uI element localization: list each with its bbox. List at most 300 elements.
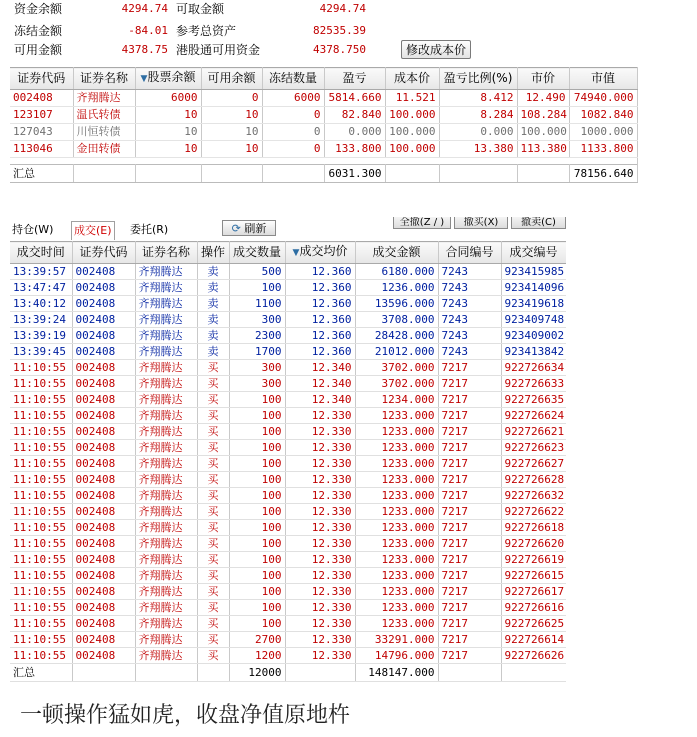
holdings-cell-pnl-pct: 13.380 xyxy=(439,141,517,158)
tab-orders[interactable]: 委托(R) xyxy=(130,223,169,236)
available-value: 4378.75 xyxy=(121,43,168,56)
holdings-cell-frozen: 6000 xyxy=(262,90,324,107)
trade-cell-contract: 7243 xyxy=(438,264,501,280)
trade-cell-qty: 300 xyxy=(229,360,285,376)
trade-cell-amount: 1234.000 xyxy=(355,392,438,408)
ref-assets-label: 参考总资产 xyxy=(176,24,237,38)
trade-cell-code: 002408 xyxy=(72,264,135,280)
trade-cell-deal: 922726633 xyxy=(501,376,566,392)
holdings-cell-available: 10 xyxy=(201,124,262,141)
trade-cell-qty: 1200 xyxy=(229,648,285,664)
account-summary xyxy=(0,0,636,66)
trade-cell-name: 齐翔腾达 xyxy=(135,344,197,360)
trade-cell-price: 12.330 xyxy=(285,408,355,424)
holdings-total-pnl: 6031.300 xyxy=(324,165,385,183)
holdings-row[interactable] xyxy=(10,90,637,107)
trade-cell-code: 002408 xyxy=(72,600,135,616)
holdings-total-value: 78156.640 xyxy=(569,165,637,183)
trade-cell-qty: 100 xyxy=(229,616,285,632)
trade-cell-deal: 923413842 xyxy=(501,344,566,360)
fund-balance-value: 4294.74 xyxy=(121,2,168,15)
holdings-cell-pnl: 82.840 xyxy=(324,107,385,124)
holdings-cell-cost: 100.000 xyxy=(385,141,439,158)
trade-cell-deal: 922726620 xyxy=(501,536,566,552)
trade-cell-contract: 7217 xyxy=(438,520,501,536)
trade-cell-contract: 7243 xyxy=(438,328,501,344)
holdings-row[interactable] xyxy=(10,107,637,124)
trade-cell-amount: 1233.000 xyxy=(355,472,438,488)
trade-cell-name: 齐翔腾达 xyxy=(135,264,197,280)
trade-cell-deal: 922726619 xyxy=(501,552,566,568)
holdings-header-row xyxy=(10,68,637,90)
trade-cell-op: 买 xyxy=(197,456,229,472)
trade-cell-name: 齐翔腾达 xyxy=(135,584,197,600)
trade-cell-price: 12.330 xyxy=(285,472,355,488)
trade-cell-op: 买 xyxy=(197,552,229,568)
frozen-value: -84.01 xyxy=(128,24,168,37)
trade-row[interactable] xyxy=(10,472,566,488)
holdings-cell-code: 123107 xyxy=(10,107,73,124)
trade-cell-qty: 100 xyxy=(229,584,285,600)
trade-cell-amount: 1233.000 xyxy=(355,456,438,472)
trade-cell-deal: 922726617 xyxy=(501,584,566,600)
holdings-row[interactable] xyxy=(10,141,637,158)
trade-cell-contract: 7217 xyxy=(438,376,501,392)
fund-balance-label: 资金余额 xyxy=(14,2,63,16)
trade-row[interactable] xyxy=(10,600,566,616)
trade-cell-op: 买 xyxy=(197,376,229,392)
trade-row[interactable] xyxy=(10,280,566,296)
trade-cell-name: 齐翔腾达 xyxy=(135,472,197,488)
withdrawable-value: 4294.74 xyxy=(319,2,366,15)
trade-cell-time: 11:10:55 xyxy=(10,584,72,600)
trade-cell-code: 002408 xyxy=(72,632,135,648)
trade-cell-amount: 1236.000 xyxy=(355,280,438,296)
trade-cell-time: 11:10:55 xyxy=(10,408,72,424)
trade-cell-price: 12.330 xyxy=(285,488,355,504)
trade-cell-op: 卖 xyxy=(197,280,229,296)
trade-cell-amount: 3702.000 xyxy=(355,376,438,392)
trade-row[interactable] xyxy=(10,296,566,312)
col-header-code[interactable]: 证券代码 xyxy=(10,68,73,90)
trades-header-row xyxy=(10,242,566,264)
holdings-cell-pnl: 133.800 xyxy=(324,141,385,158)
holdings-table xyxy=(10,67,638,183)
trade-cell-deal: 922726632 xyxy=(501,488,566,504)
trade-cell-amount: 1233.000 xyxy=(355,424,438,440)
holdings-cell-balance: 10 xyxy=(135,124,201,141)
summary-row-3 xyxy=(0,41,470,59)
modify-cost-button[interactable]: 修改成本价 xyxy=(401,40,471,59)
tab-holdings[interactable]: 持仓(W) xyxy=(12,223,54,236)
trade-cell-code: 002408 xyxy=(72,488,135,504)
holdings-cell-pnl: 5814.660 xyxy=(324,90,385,107)
trade-cell-deal: 922726625 xyxy=(501,616,566,632)
trade-cell-name: 齐翔腾达 xyxy=(135,392,197,408)
trade-cell-op: 买 xyxy=(197,472,229,488)
trade-cell-contract: 7217 xyxy=(438,568,501,584)
holdings-cell-name: 川恒转债 xyxy=(73,124,135,141)
trade-cell-qty: 300 xyxy=(229,376,285,392)
holdings-panel xyxy=(0,0,636,188)
col-header-trade-code[interactable]: 证券代码 xyxy=(72,242,135,264)
trade-cell-op: 卖 xyxy=(197,328,229,344)
holdings-cell-available: 10 xyxy=(201,141,262,158)
trade-cell-price: 12.330 xyxy=(285,584,355,600)
holdings-cell-value: 1133.800 xyxy=(569,141,637,158)
holdings-cell-price: 100.000 xyxy=(517,124,569,141)
col-header-value[interactable]: 市值 xyxy=(569,68,637,90)
trade-cell-price: 12.330 xyxy=(285,456,355,472)
holdings-cell-price: 12.490 xyxy=(517,90,569,107)
trades-panel xyxy=(10,217,566,684)
trades-total-row xyxy=(10,664,566,682)
trade-cell-time: 11:10:55 xyxy=(10,376,72,392)
trade-cell-amount: 1233.000 xyxy=(355,600,438,616)
trade-cell-deal: 922726626 xyxy=(501,648,566,664)
trade-cell-time: 11:10:55 xyxy=(10,424,72,440)
col-header-pnl-pct[interactable]: 盈亏比例(%) xyxy=(439,68,517,90)
trade-cell-deal: 922726635 xyxy=(501,392,566,408)
trade-cell-name: 齐翔腾达 xyxy=(135,312,197,328)
col-header-balance[interactable] xyxy=(135,68,201,90)
trades-table xyxy=(10,241,566,682)
trades-total-qty: 12000 xyxy=(229,664,285,682)
trade-cell-deal: 923415985 xyxy=(501,264,566,280)
trade-cell-amount: 3708.000 xyxy=(355,312,438,328)
trade-row[interactable] xyxy=(10,344,566,360)
trade-cell-time: 11:10:55 xyxy=(10,568,72,584)
col-header-time[interactable]: 成交时间 xyxy=(10,242,72,264)
trade-cell-contract: 7217 xyxy=(438,456,501,472)
trade-cell-time: 13:47:47 xyxy=(10,280,72,296)
col-header-cost[interactable]: 成本价 xyxy=(385,68,439,90)
trade-cell-name: 齐翔腾达 xyxy=(135,504,197,520)
col-header-avg-price[interactable] xyxy=(285,242,355,264)
trade-cell-code: 002408 xyxy=(72,520,135,536)
trade-cell-time: 11:10:55 xyxy=(10,600,72,616)
trade-cell-deal: 923409002 xyxy=(501,328,566,344)
trade-cell-name: 齐翔腾达 xyxy=(135,376,197,392)
trade-cell-qty: 100 xyxy=(229,408,285,424)
trade-cell-amount: 14796.000 xyxy=(355,648,438,664)
trade-cell-deal: 922726616 xyxy=(501,600,566,616)
trade-cell-price: 12.360 xyxy=(285,312,355,328)
holdings-cell-value: 1000.000 xyxy=(569,124,637,141)
trade-cell-price: 12.330 xyxy=(285,616,355,632)
col-header-price[interactable]: 市价 xyxy=(517,68,569,90)
holdings-cell-name: 金田转债 xyxy=(73,141,135,158)
holdings-cell-code: 127043 xyxy=(10,124,73,141)
trade-cell-op: 买 xyxy=(197,424,229,440)
trade-cell-amount: 1233.000 xyxy=(355,568,438,584)
trade-cell-deal: 922726624 xyxy=(501,408,566,424)
tab-bar xyxy=(10,217,566,241)
holdings-cell-pnl-pct: 8.284 xyxy=(439,107,517,124)
trade-cell-name: 齐翔腾达 xyxy=(135,456,197,472)
trade-cell-qty: 100 xyxy=(229,472,285,488)
sort-desc-icon: ▼ xyxy=(292,248,300,258)
trade-cell-contract: 7217 xyxy=(438,360,501,376)
trade-cell-time: 11:10:55 xyxy=(10,648,72,664)
trade-cell-qty: 2300 xyxy=(229,328,285,344)
trade-cell-qty: 100 xyxy=(229,568,285,584)
col-header-contract[interactable]: 合同编号 xyxy=(438,242,501,264)
trade-row[interactable] xyxy=(10,504,566,520)
trade-cell-contract: 7217 xyxy=(438,552,501,568)
trade-cell-op: 买 xyxy=(197,536,229,552)
trade-row[interactable] xyxy=(10,520,566,536)
trade-cell-name: 齐翔腾达 xyxy=(135,632,197,648)
holdings-cell-name: 齐翔腾达 xyxy=(73,90,135,107)
trade-cell-time: 13:39:24 xyxy=(10,312,72,328)
holdings-cell-available: 0 xyxy=(201,90,262,107)
col-header-balance-label: 股票余额 xyxy=(147,70,196,84)
trade-row[interactable] xyxy=(10,360,566,376)
trade-row[interactable] xyxy=(10,328,566,344)
trade-row[interactable] xyxy=(10,440,566,456)
trade-cell-name: 齐翔腾达 xyxy=(135,600,197,616)
trade-cell-amount: 21012.000 xyxy=(355,344,438,360)
trade-cell-op: 买 xyxy=(197,600,229,616)
trade-cell-amount: 3702.000 xyxy=(355,360,438,376)
trade-row[interactable] xyxy=(10,264,566,280)
trade-cell-amount: 1233.000 xyxy=(355,504,438,520)
trade-cell-contract: 7217 xyxy=(438,440,501,456)
available-label: 可用金额 xyxy=(14,43,63,57)
trade-row[interactable] xyxy=(10,552,566,568)
trade-cell-op: 买 xyxy=(197,440,229,456)
holdings-cell-available: 10 xyxy=(201,107,262,124)
trade-cell-deal: 922726623 xyxy=(501,440,566,456)
holdings-cell-value: 1082.840 xyxy=(569,107,637,124)
trade-cell-time: 11:10:55 xyxy=(10,472,72,488)
trade-cell-price: 12.340 xyxy=(285,392,355,408)
trade-cell-code: 002408 xyxy=(72,280,135,296)
trade-cell-code: 002408 xyxy=(72,328,135,344)
trade-cell-contract: 7243 xyxy=(438,296,501,312)
trade-cell-price: 12.360 xyxy=(285,264,355,280)
trade-cell-amount: 13596.000 xyxy=(355,296,438,312)
trade-cell-time: 13:40:12 xyxy=(10,296,72,312)
trade-cell-contract: 7217 xyxy=(438,600,501,616)
holdings-cell-frozen: 0 xyxy=(262,124,324,141)
col-header-deal[interactable]: 成交编号 xyxy=(501,242,566,264)
trade-cell-op: 买 xyxy=(197,360,229,376)
trade-row[interactable] xyxy=(10,456,566,472)
frozen-label: 冻结金额 xyxy=(14,24,63,38)
trade-cell-contract: 7217 xyxy=(438,616,501,632)
trade-cell-price: 12.360 xyxy=(285,280,355,296)
cancel-all-button[interactable]: 全撤(Z / ) xyxy=(393,217,451,229)
trade-cell-contract: 7217 xyxy=(438,536,501,552)
trade-cell-name: 齐翔腾达 xyxy=(135,360,197,376)
trade-cell-op: 买 xyxy=(197,520,229,536)
trade-cell-time: 13:39:19 xyxy=(10,328,72,344)
trade-cell-code: 002408 xyxy=(72,472,135,488)
trade-cell-price: 12.340 xyxy=(285,360,355,376)
trade-cell-deal: 922726634 xyxy=(501,360,566,376)
trade-row[interactable] xyxy=(10,648,566,664)
trade-cell-op: 买 xyxy=(197,568,229,584)
trade-cell-contract: 7243 xyxy=(438,344,501,360)
trade-cell-time: 11:10:55 xyxy=(10,552,72,568)
trade-cell-code: 002408 xyxy=(72,616,135,632)
trade-row[interactable] xyxy=(10,568,566,584)
trade-cell-price: 12.360 xyxy=(285,296,355,312)
trade-cell-op: 买 xyxy=(197,616,229,632)
col-header-available[interactable]: 可用余额 xyxy=(201,68,262,90)
holdings-cell-name: 温氏转债 xyxy=(73,107,135,124)
trade-cell-name: 齐翔腾达 xyxy=(135,488,197,504)
cancel-buy-button[interactable]: 撤买(X) xyxy=(454,217,508,229)
trade-row[interactable] xyxy=(10,424,566,440)
trades-total-amount: 148147.000 xyxy=(355,664,438,682)
trade-cell-op: 买 xyxy=(197,488,229,504)
trade-row[interactable] xyxy=(10,376,566,392)
trade-cell-time: 11:10:55 xyxy=(10,392,72,408)
trade-cell-qty: 100 xyxy=(229,424,285,440)
trade-cell-code: 002408 xyxy=(72,392,135,408)
trade-cell-contract: 7217 xyxy=(438,488,501,504)
holdings-cell-price: 113.380 xyxy=(517,141,569,158)
trade-cell-code: 002408 xyxy=(72,584,135,600)
trade-cell-code: 002408 xyxy=(72,424,135,440)
trade-cell-code: 002408 xyxy=(72,440,135,456)
trade-cell-price: 12.330 xyxy=(285,536,355,552)
trade-cell-amount: 1233.000 xyxy=(355,536,438,552)
trade-cell-name: 齐翔腾达 xyxy=(135,328,197,344)
trade-cell-amount: 1233.000 xyxy=(355,584,438,600)
trade-cell-amount: 1233.000 xyxy=(355,408,438,424)
trade-cell-name: 齐翔腾达 xyxy=(135,408,197,424)
trade-row[interactable] xyxy=(10,408,566,424)
trade-cell-amount: 33291.000 xyxy=(355,632,438,648)
trade-cell-qty: 100 xyxy=(229,280,285,296)
trade-cell-deal: 922726622 xyxy=(501,504,566,520)
trade-cell-contract: 7217 xyxy=(438,424,501,440)
trade-cell-time: 11:10:55 xyxy=(10,632,72,648)
caption-text: 一顿操作猛如虎，收盘净值原地杵 xyxy=(20,703,351,728)
trade-cell-code: 002408 xyxy=(72,648,135,664)
col-header-frozen[interactable]: 冻结数量 xyxy=(262,68,324,90)
trades-total-label: 汇总 xyxy=(10,664,72,682)
trade-cell-contract: 7217 xyxy=(438,632,501,648)
trade-cell-code: 002408 xyxy=(72,296,135,312)
trade-cell-price: 12.330 xyxy=(285,424,355,440)
trade-cell-price: 12.330 xyxy=(285,632,355,648)
trade-cell-price: 12.330 xyxy=(285,440,355,456)
col-header-name[interactable]: 证券名称 xyxy=(73,68,135,90)
col-header-pnl[interactable]: 盈亏 xyxy=(324,68,385,90)
trade-cell-contract: 7243 xyxy=(438,280,501,296)
trade-cell-deal: 922726615 xyxy=(501,568,566,584)
holdings-cell-balance: 10 xyxy=(135,107,201,124)
sort-desc-icon: ▼ xyxy=(140,74,148,84)
trade-cell-deal: 923414096 xyxy=(501,280,566,296)
holdings-total-row xyxy=(10,165,637,183)
trade-cell-name: 齐翔腾达 xyxy=(135,424,197,440)
trade-cell-op: 买 xyxy=(197,504,229,520)
trade-cell-code: 002408 xyxy=(72,504,135,520)
trade-cell-deal: 922726614 xyxy=(501,632,566,648)
holdings-cell-code: 113046 xyxy=(10,141,73,158)
holdings-cell-value: 74940.000 xyxy=(569,90,637,107)
trade-cell-time: 11:10:55 xyxy=(10,504,72,520)
summary-row-2 xyxy=(0,22,470,40)
trade-row[interactable] xyxy=(10,616,566,632)
trade-cell-contract: 7217 xyxy=(438,648,501,664)
trade-cell-op: 买 xyxy=(197,632,229,648)
trade-cell-name: 齐翔腾达 xyxy=(135,440,197,456)
trade-cell-code: 002408 xyxy=(72,456,135,472)
trade-cell-code: 002408 xyxy=(72,552,135,568)
trade-cell-time: 11:10:55 xyxy=(10,360,72,376)
trade-cell-qty: 2700 xyxy=(229,632,285,648)
trade-row[interactable] xyxy=(10,632,566,648)
cancel-sell-button[interactable]: 撤卖(C) xyxy=(511,217,566,229)
trade-cell-qty: 1700 xyxy=(229,344,285,360)
trade-cell-qty: 100 xyxy=(229,504,285,520)
summary-row-1 xyxy=(0,0,470,18)
trade-cell-amount: 1233.000 xyxy=(355,520,438,536)
trade-cell-contract: 7217 xyxy=(438,472,501,488)
trade-cell-qty: 100 xyxy=(229,536,285,552)
trade-cell-time: 11:10:55 xyxy=(10,456,72,472)
refresh-button[interactable] xyxy=(222,220,276,236)
holdings-cell-frozen: 0 xyxy=(262,141,324,158)
trade-cell-code: 002408 xyxy=(72,344,135,360)
trade-cell-name: 齐翔腾达 xyxy=(135,296,197,312)
ref-assets-value: 82535.39 xyxy=(313,24,366,37)
trade-cell-qty: 100 xyxy=(229,392,285,408)
holdings-cell-pnl-pct: 8.412 xyxy=(439,90,517,107)
trade-cell-op: 卖 xyxy=(197,296,229,312)
trade-cell-deal: 923419618 xyxy=(501,296,566,312)
col-header-qty[interactable]: 成交数量 xyxy=(229,242,285,264)
trade-cell-qty: 500 xyxy=(229,264,285,280)
col-header-trade-name[interactable]: 证券名称 xyxy=(135,242,197,264)
trade-cell-deal: 922726627 xyxy=(501,456,566,472)
holdings-cell-code: 002408 xyxy=(10,90,73,107)
trade-row[interactable] xyxy=(10,392,566,408)
trade-row[interactable] xyxy=(10,584,566,600)
trade-cell-name: 齐翔腾达 xyxy=(135,616,197,632)
col-header-op[interactable]: 操作 xyxy=(197,242,229,264)
holdings-cell-price: 108.284 xyxy=(517,107,569,124)
trade-cell-price: 12.330 xyxy=(285,600,355,616)
trade-cell-code: 002408 xyxy=(72,376,135,392)
withdrawable-label: 可取金额 xyxy=(176,2,225,16)
trade-row[interactable] xyxy=(10,312,566,328)
tab-trades[interactable]: 成交(E) xyxy=(71,221,115,240)
trade-cell-deal: 922726618 xyxy=(501,520,566,536)
hk-available-label: 港股通可用资金 xyxy=(176,43,261,57)
trade-row[interactable] xyxy=(10,536,566,552)
trade-cell-qty: 100 xyxy=(229,552,285,568)
col-header-amount[interactable]: 成交金额 xyxy=(355,242,438,264)
trade-cell-name: 齐翔腾达 xyxy=(135,568,197,584)
trade-cell-op: 买 xyxy=(197,584,229,600)
trade-cell-deal: 923409748 xyxy=(501,312,566,328)
trade-cell-amount: 1233.000 xyxy=(355,488,438,504)
trade-row[interactable] xyxy=(10,488,566,504)
trade-cell-name: 齐翔腾达 xyxy=(135,648,197,664)
trade-cell-deal: 922726621 xyxy=(501,424,566,440)
holdings-row[interactable] xyxy=(10,124,637,141)
holdings-cell-cost: 11.521 xyxy=(385,90,439,107)
trade-cell-amount: 1233.000 xyxy=(355,616,438,632)
